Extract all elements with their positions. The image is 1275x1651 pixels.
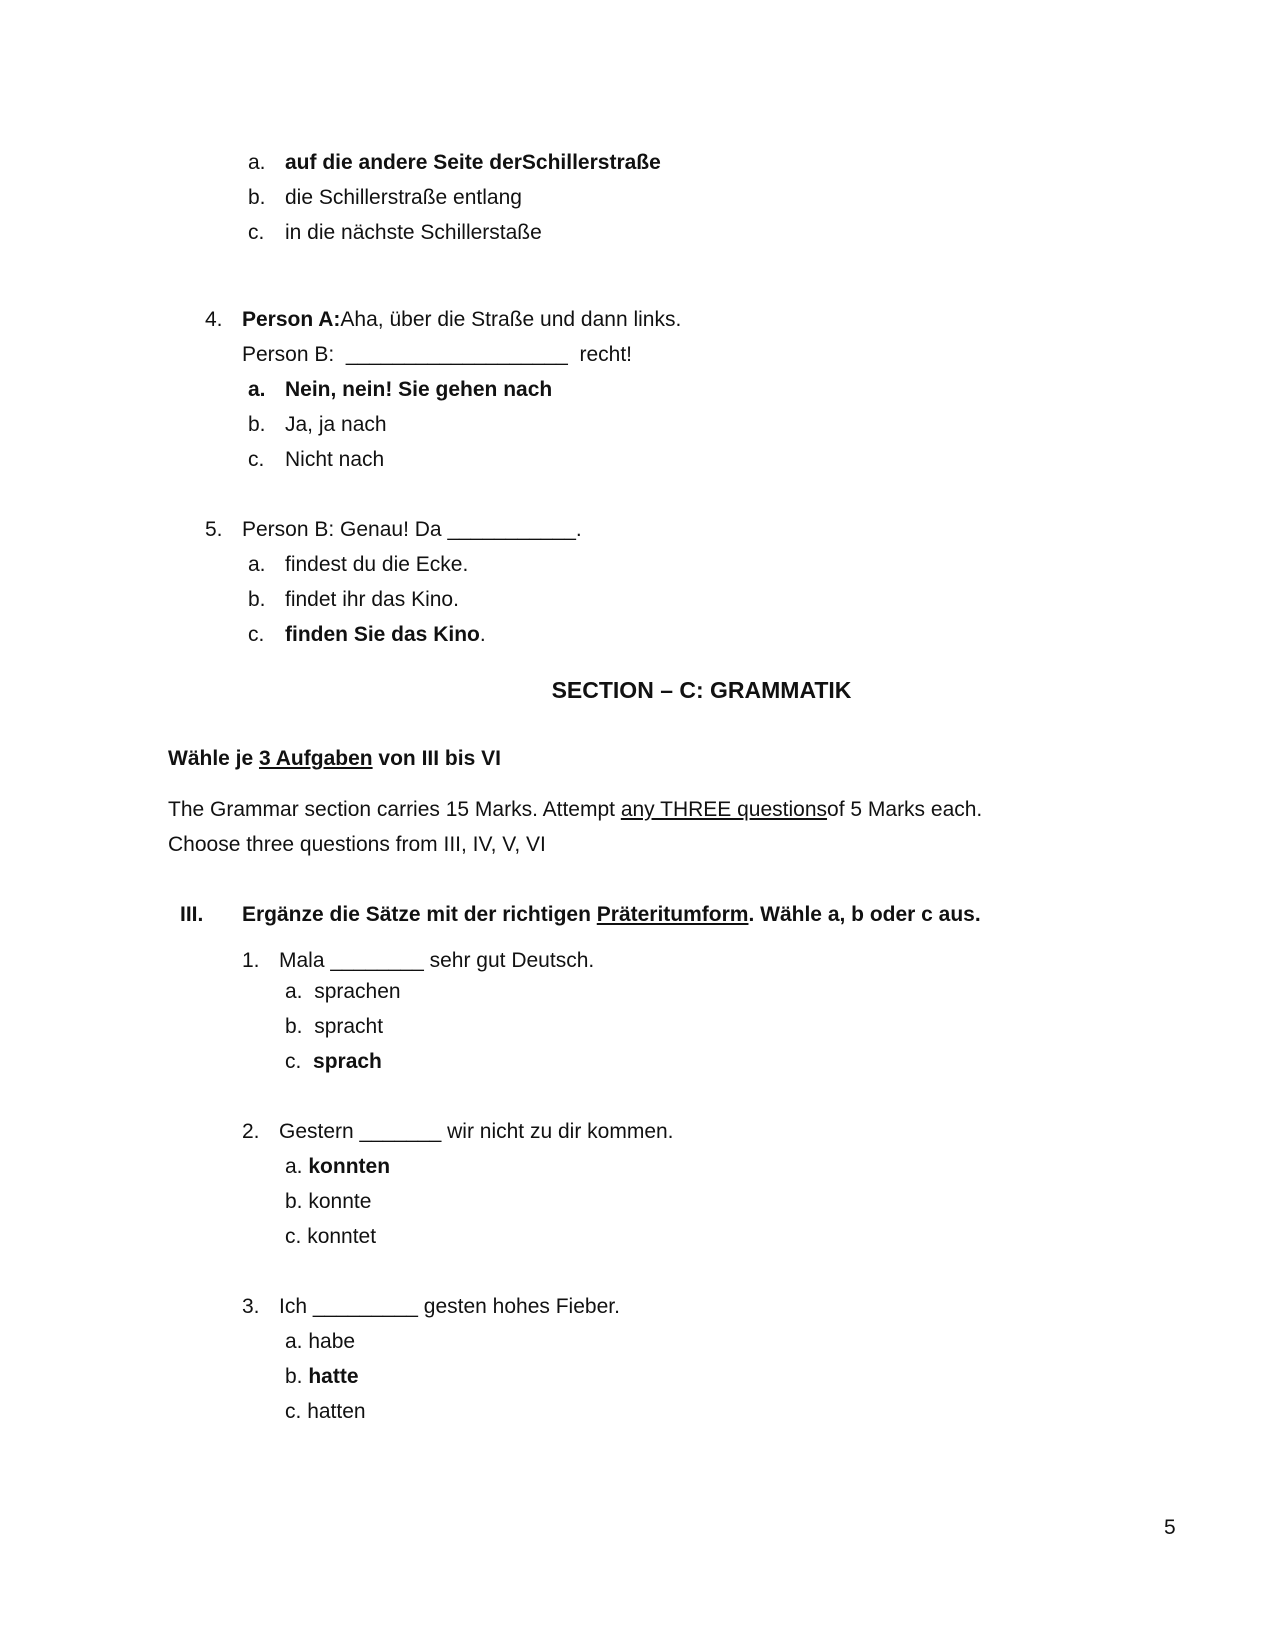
option-text: die Schillerstraße entlang bbox=[285, 186, 522, 209]
option-text: habe bbox=[308, 1330, 356, 1353]
option-text: Nein, nein! Sie gehen nach bbox=[285, 378, 553, 401]
dialogue-text: recht! bbox=[579, 343, 632, 366]
option-letter: c. bbox=[285, 1050, 302, 1073]
item-option bbox=[285, 1224, 376, 1250]
task-numeral: III. bbox=[180, 903, 204, 926]
option-letter: a. bbox=[248, 378, 266, 401]
option-letter: a. bbox=[285, 980, 303, 1003]
item-number: 1. bbox=[242, 949, 260, 972]
option-letter: b. bbox=[285, 1365, 303, 1388]
item-number: 2. bbox=[242, 1120, 260, 1143]
question-number: 5. bbox=[205, 518, 223, 541]
item-option bbox=[285, 1189, 371, 1215]
page-number: 5 bbox=[1164, 1516, 1176, 1539]
option-text: hatten bbox=[307, 1400, 366, 1423]
task-underlined: Präteritumform bbox=[596, 903, 749, 926]
option-letter: a. bbox=[248, 151, 266, 174]
item-option bbox=[285, 1329, 355, 1355]
instruction bbox=[168, 746, 501, 772]
option-text: Nicht nach bbox=[285, 448, 385, 471]
option-text bbox=[285, 622, 486, 648]
option-text: konnte bbox=[308, 1190, 372, 1213]
option-letter: c. bbox=[248, 221, 265, 244]
answer-blank: ___________________ bbox=[345, 343, 568, 366]
option-text: hatte bbox=[308, 1365, 359, 1388]
instruction-underlined: 3 Aufgaben bbox=[259, 747, 373, 770]
task-heading bbox=[242, 902, 981, 928]
question-line-b bbox=[242, 342, 632, 368]
speaker-label: Person B: bbox=[242, 343, 335, 366]
option-letter: c. bbox=[285, 1225, 302, 1248]
option-text: Ja, ja nach bbox=[285, 413, 387, 436]
instruction-pre: Wähle je bbox=[168, 747, 260, 770]
item-number: 3. bbox=[242, 1295, 260, 1318]
option-letter: b. bbox=[285, 1015, 303, 1038]
task-post: . Wähle a, b oder c aus. bbox=[748, 903, 981, 926]
option-text: findet ihr das Kino. bbox=[285, 588, 459, 611]
task-pre: Ergänze die Sätze mit der richtigen bbox=[242, 903, 597, 926]
option-letter: b. bbox=[248, 588, 266, 611]
question-line-a bbox=[242, 307, 681, 333]
item-prompt: Ich _________ gesten hohes Fieber. bbox=[279, 1295, 620, 1318]
instruction-post: von III bis VI bbox=[372, 747, 501, 770]
question-number: 4. bbox=[205, 308, 223, 331]
item-prompt: Mala ________ sehr gut Deutsch. bbox=[279, 949, 595, 972]
item-option bbox=[285, 1364, 359, 1390]
dialogue-text: Aha, über die Straße und dann links. bbox=[340, 308, 682, 331]
option-letter: c. bbox=[248, 448, 265, 471]
option-text: auf die andere Seite derSchillerstraße bbox=[285, 151, 661, 174]
question-prompt: Person B: Genau! Da ___________. bbox=[242, 518, 582, 541]
option-answer: finden Sie das Kino bbox=[285, 623, 480, 646]
option-text: konntet bbox=[307, 1225, 377, 1248]
note-post: of 5 Marks each. bbox=[827, 798, 983, 821]
option-letter: a. bbox=[285, 1155, 303, 1178]
note-underlined: any THREE questions bbox=[620, 798, 828, 821]
option-suffix: . bbox=[479, 623, 486, 646]
item-option bbox=[285, 1399, 366, 1425]
note-pre: The Grammar section carries 15 Marks. Attempt bbox=[168, 798, 621, 821]
option-text: spracht bbox=[314, 1015, 384, 1038]
item-prompt: Gestern _______ wir nicht zu dir kommen. bbox=[279, 1120, 674, 1143]
option-text: sprach bbox=[313, 1050, 382, 1073]
option-text: findest du die Ecke. bbox=[285, 553, 469, 576]
grammar-note-line2: Choose three questions from III, IV, V, VI bbox=[168, 833, 546, 856]
item-option bbox=[285, 979, 401, 1005]
option-letter: b. bbox=[248, 413, 266, 436]
section-title: SECTION – C: GRAMMATIK bbox=[551, 677, 852, 703]
option-letter: a. bbox=[285, 1330, 303, 1353]
item-option bbox=[285, 1049, 382, 1075]
option-letter: a. bbox=[248, 553, 266, 576]
grammar-note-line1 bbox=[168, 797, 982, 823]
option-text: konnten bbox=[308, 1155, 391, 1178]
option-text: sprachen bbox=[314, 980, 401, 1003]
item-option bbox=[285, 1154, 390, 1180]
option-letter: c. bbox=[248, 623, 265, 646]
option-letter: c. bbox=[285, 1400, 302, 1423]
option-text: in die nächste Schillerstaße bbox=[285, 221, 542, 244]
option-letter: b. bbox=[285, 1190, 303, 1213]
option-letter: b. bbox=[248, 186, 266, 209]
item-option bbox=[285, 1014, 383, 1040]
speaker-label: Person A: bbox=[242, 308, 341, 331]
